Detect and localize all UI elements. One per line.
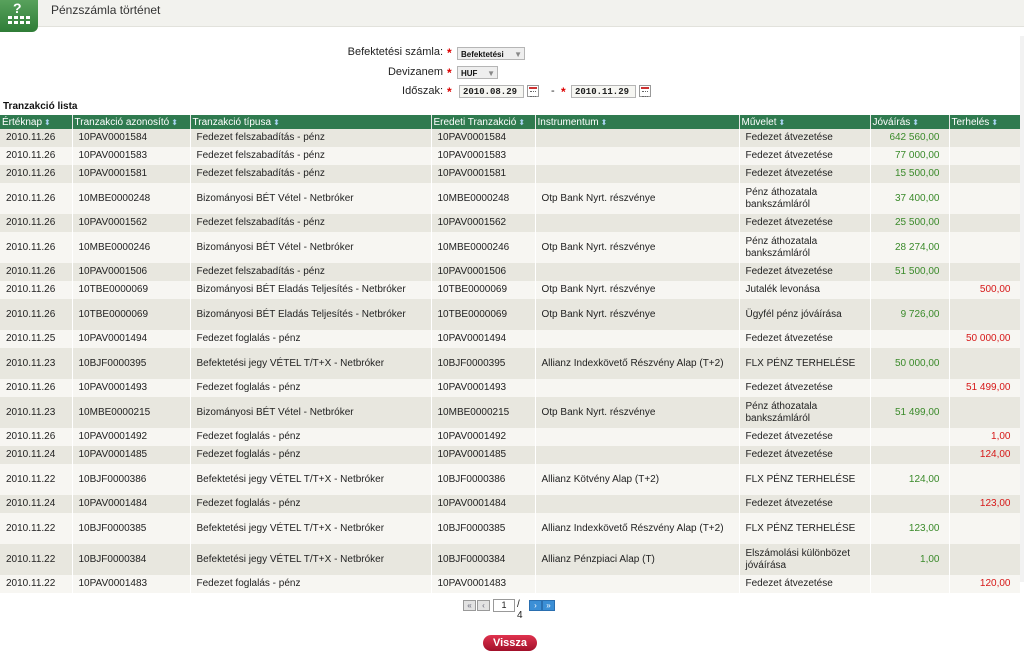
- sort-icon[interactable]: ⬍: [600, 117, 608, 127]
- cell-operation: Pénz áthozatala bankszámláról: [739, 183, 870, 214]
- cell-transaction-type: Fedezet foglalás - pénz: [190, 330, 431, 348]
- cell-original-transaction: 10MBE0000246: [431, 232, 535, 263]
- table-row[interactable]: [0, 263, 1020, 281]
- cell-date: 2010.11.22: [0, 464, 72, 495]
- cell-transaction-id: 10MBE0000246: [72, 232, 190, 263]
- cell-transaction-type: Fedezet felszabadítás - pénz: [190, 165, 431, 183]
- cell-transaction-id: 10BJF0000384: [72, 544, 190, 575]
- back-button[interactable]: Vissza: [483, 635, 537, 651]
- svg-text:?: ?: [13, 0, 22, 16]
- cell-original-transaction: 10PAV0001493: [431, 379, 535, 397]
- cell-operation: Elszámolási különbözet jóváírása: [739, 544, 870, 575]
- cell-date: 2010.11.26: [0, 299, 72, 330]
- cell-instrument: Otp Bank Nyrt. részvénye: [535, 281, 739, 299]
- section-title: Tranzakció lista: [3, 101, 78, 112]
- cell-transaction-type: Befektetési jegy VÉTEL T/T+X - Netbróker: [190, 348, 431, 379]
- calendar-icon[interactable]: [639, 85, 651, 97]
- cell-original-transaction: 10PAV0001483: [431, 575, 535, 593]
- date-from-input[interactable]: 2010.08.29: [459, 85, 524, 98]
- cell-instrument: [535, 147, 739, 165]
- cell-operation: FLX PÉNZ TERHELÉSE: [739, 348, 870, 379]
- table-header-row: [0, 115, 1020, 129]
- sort-icon[interactable]: ⬍: [778, 117, 786, 127]
- next-page-button[interactable]: ›: [529, 600, 542, 611]
- table-row[interactable]: [0, 513, 1020, 544]
- cell-transaction-id: 10PAV0001493: [72, 379, 190, 397]
- cell-transaction-type: Fedezet foglalás - pénz: [190, 575, 431, 593]
- prev-page-button[interactable]: ‹: [477, 600, 490, 611]
- cell-credit: 9 726,00: [870, 299, 949, 330]
- table-row[interactable]: [0, 446, 1020, 464]
- cell-date: 2010.11.24: [0, 495, 72, 513]
- cell-credit: 50 000,00: [870, 348, 949, 379]
- cell-operation: Fedezet átvezetése: [739, 495, 870, 513]
- cell-operation: Fedezet átvezetése: [739, 575, 870, 593]
- date-to-input[interactable]: 2010.11.29: [571, 85, 636, 98]
- cell-debit: 50 000,00: [949, 330, 1020, 348]
- column-header-transaction-type[interactable]: Tranzakció típusa ⬍: [190, 115, 431, 129]
- cell-instrument: [535, 263, 739, 281]
- page-number-input[interactable]: 1: [493, 599, 515, 612]
- cell-credit: [870, 446, 949, 464]
- cell-date: 2010.11.25: [0, 330, 72, 348]
- cell-transaction-type: Befektetési jegy VÉTEL T/T+X - Netbróker: [190, 544, 431, 575]
- cell-date: 2010.11.26: [0, 263, 72, 281]
- cell-transaction-type: Befektetési jegy VÉTEL T/T+X - Netbróker: [190, 513, 431, 544]
- cell-instrument: [535, 379, 739, 397]
- cell-debit: [949, 129, 1020, 147]
- cell-operation: Fedezet átvezetése: [739, 214, 870, 232]
- cell-original-transaction: 10PAV0001506: [431, 263, 535, 281]
- cell-transaction-type: Fedezet foglalás - pénz: [190, 495, 431, 513]
- cell-debit: 500,00: [949, 281, 1020, 299]
- cell-transaction-id: 10TBE0000069: [72, 299, 190, 330]
- cell-date: 2010.11.26: [0, 129, 72, 147]
- cell-date: 2010.11.26: [0, 183, 72, 214]
- sort-icon[interactable]: ⬍: [171, 117, 178, 127]
- cell-transaction-type: Bizományosi BÉT Vétel - Netbróker: [190, 232, 431, 263]
- cell-debit: [949, 183, 1020, 214]
- cell-credit: 642 560,00: [870, 129, 949, 147]
- table-row[interactable]: [0, 379, 1020, 397]
- account-select-value: Befektetési: [461, 50, 504, 59]
- cell-transaction-type: Bizományosi BÉT Vétel - Netbróker: [190, 183, 431, 214]
- cell-debit: [949, 397, 1020, 428]
- required-mark: *: [447, 66, 452, 80]
- cell-transaction-id: 10TBE0000069: [72, 281, 190, 299]
- cell-instrument: [535, 495, 739, 513]
- cell-debit: 124,00: [949, 446, 1020, 464]
- required-mark: *: [447, 46, 452, 60]
- cell-original-transaction: 10PAV0001562: [431, 214, 535, 232]
- cell-operation: FLX PÉNZ TERHELÉSE: [739, 513, 870, 544]
- table-row[interactable]: [0, 495, 1020, 513]
- cell-date: 2010.11.23: [0, 348, 72, 379]
- page-title: Pénzszámla történet: [51, 3, 161, 17]
- table-row[interactable]: [0, 165, 1020, 183]
- calendar-icon[interactable]: [527, 85, 539, 97]
- cell-instrument: Allianz Indexkövető Részvény Alap (T+2): [535, 513, 739, 544]
- cell-transaction-type: Fedezet felszabadítás - pénz: [190, 147, 431, 165]
- cell-transaction-type: Fedezet felszabadítás - pénz: [190, 129, 431, 147]
- cell-instrument: [535, 214, 739, 232]
- cell-operation: Fedezet átvezetése: [739, 446, 870, 464]
- cell-date: 2010.11.26: [0, 147, 72, 165]
- cell-transaction-id: 10PAV0001485: [72, 446, 190, 464]
- cell-credit: 25 500,00: [870, 214, 949, 232]
- cell-debit: 1,00: [949, 428, 1020, 446]
- table-row[interactable]: [0, 330, 1020, 348]
- cell-transaction-type: Fedezet foglalás - pénz: [190, 446, 431, 464]
- table-row[interactable]: [0, 129, 1020, 147]
- cell-transaction-type: Fedezet felszabadítás - pénz: [190, 263, 431, 281]
- cell-operation: Ügyfél pénz jóváírása: [739, 299, 870, 330]
- required-mark: *: [561, 85, 566, 99]
- cell-operation: Fedezet átvezetése: [739, 379, 870, 397]
- cell-operation: Fedezet átvezetése: [739, 165, 870, 183]
- sort-icon[interactable]: ⬍: [991, 117, 999, 127]
- sort-icon[interactable]: ⬍: [44, 117, 51, 127]
- cell-transaction-id: 10PAV0001581: [72, 165, 190, 183]
- column-header-original-transaction[interactable]: Eredeti Tranzakció ⬍: [431, 115, 535, 129]
- chevron-down-icon: ▼: [514, 50, 522, 59]
- cell-instrument: Otp Bank Nyrt. részvénye: [535, 183, 739, 214]
- cell-credit: 28 274,00: [870, 232, 949, 263]
- cell-date: 2010.11.22: [0, 544, 72, 575]
- cell-date: 2010.11.24: [0, 446, 72, 464]
- table-row[interactable]: [0, 183, 1020, 214]
- chevron-down-icon: ▼: [487, 69, 495, 78]
- table-row[interactable]: [0, 147, 1020, 165]
- currency-select[interactable]: [457, 66, 498, 79]
- last-page-button[interactable]: »: [542, 600, 555, 611]
- cell-credit: [870, 495, 949, 513]
- account-label: Befektetési számla:: [347, 46, 443, 58]
- cell-transaction-id: 10BJF0000385: [72, 513, 190, 544]
- cell-date: 2010.11.23: [0, 397, 72, 428]
- column-header-debit[interactable]: Terhelés ⬍: [949, 115, 1020, 129]
- cell-transaction-id: 10PAV0001562: [72, 214, 190, 232]
- table-row[interactable]: [0, 214, 1020, 232]
- cell-transaction-type: Befektetési jegy VÉTEL T/T+X - Netbróker: [190, 464, 431, 495]
- cell-credit: [870, 330, 949, 348]
- table-row[interactable]: [0, 464, 1020, 495]
- period-label: Időszak:: [402, 85, 443, 97]
- cell-original-transaction: 10PAV0001492: [431, 428, 535, 446]
- cell-date: 2010.11.26: [0, 232, 72, 263]
- cell-transaction-type: Fedezet foglalás - pénz: [190, 379, 431, 397]
- table-row[interactable]: [0, 299, 1020, 330]
- cell-date: 2010.11.26: [0, 214, 72, 232]
- cell-debit: [949, 232, 1020, 263]
- page-header: [0, 0, 1024, 27]
- cell-debit: [949, 147, 1020, 165]
- table-row[interactable]: [0, 232, 1020, 263]
- sort-icon[interactable]: ⬍: [912, 117, 919, 127]
- cell-transaction-id: 10BJF0000395: [72, 348, 190, 379]
- cell-transaction-type: Bizományosi BÉT Eladás Teljesítés - Netbróker: [190, 281, 431, 299]
- cell-transaction-id: 10BJF0000386: [72, 464, 190, 495]
- cell-instrument: [535, 165, 739, 183]
- cell-instrument: Allianz Indexkövető Részvény Alap (T+2): [535, 348, 739, 379]
- cell-credit: 77 000,00: [870, 147, 949, 165]
- cell-operation: Jutalék levonása: [739, 281, 870, 299]
- cell-credit: [870, 575, 949, 593]
- cell-credit: [870, 281, 949, 299]
- cell-operation: Fedezet átvezetése: [739, 428, 870, 446]
- sort-icon[interactable]: ⬍: [518, 117, 526, 127]
- cell-transaction-type: Bizományosi BÉT Vétel - Netbróker: [190, 397, 431, 428]
- cell-original-transaction: 10BJF0000384: [431, 544, 535, 575]
- column-header-credit[interactable]: Jóváírás ⬍: [870, 115, 949, 129]
- cell-transaction-id: 10PAV0001583: [72, 147, 190, 165]
- cell-debit: 123,00: [949, 495, 1020, 513]
- table-row[interactable]: [0, 281, 1020, 299]
- cell-date: 2010.11.26: [0, 428, 72, 446]
- cell-instrument: [535, 446, 739, 464]
- cell-credit: [870, 428, 949, 446]
- cell-credit: 1,00: [870, 544, 949, 575]
- cell-instrument: [535, 428, 739, 446]
- table-row[interactable]: [0, 428, 1020, 446]
- cell-debit: [949, 299, 1020, 330]
- cell-transaction-id: 10MBE0000215: [72, 397, 190, 428]
- vertical-scrollbar[interactable]: [1020, 36, 1024, 582]
- account-select[interactable]: [457, 47, 525, 60]
- cell-operation: FLX PÉNZ TERHELÉSE: [739, 464, 870, 495]
- cell-original-transaction: 10BJF0000395: [431, 348, 535, 379]
- column-header-instrument[interactable]: Instrumentum ⬍: [535, 115, 739, 129]
- column-header-transaction-id[interactable]: Tranzakció azonosító ⬍: [72, 115, 190, 129]
- cell-instrument: Otp Bank Nyrt. részvénye: [535, 232, 739, 263]
- cell-credit: 37 400,00: [870, 183, 949, 214]
- cell-transaction-id: 10PAV0001494: [72, 330, 190, 348]
- cell-original-transaction: 10MBE0000248: [431, 183, 535, 214]
- column-header-date[interactable]: Értéknap ⬍: [0, 115, 72, 129]
- cell-original-transaction: 10TBE0000069: [431, 281, 535, 299]
- cell-original-transaction: 10BJF0000385: [431, 513, 535, 544]
- cell-transaction-id: 10PAV0001484: [72, 495, 190, 513]
- cell-instrument: [535, 330, 739, 348]
- cell-original-transaction: 10PAV0001485: [431, 446, 535, 464]
- table-row[interactable]: [0, 397, 1020, 428]
- cell-date: 2010.11.26: [0, 165, 72, 183]
- cell-credit: 15 500,00: [870, 165, 949, 183]
- cell-debit: [949, 263, 1020, 281]
- cell-transaction-id: 10MBE0000248: [72, 183, 190, 214]
- cell-transaction-type: Fedezet felszabadítás - pénz: [190, 214, 431, 232]
- cell-date: 2010.11.26: [0, 379, 72, 397]
- cell-instrument: Allianz Pénzpiaci Alap (T): [535, 544, 739, 575]
- transaction-table: [0, 115, 1021, 593]
- cell-credit: 124,00: [870, 464, 949, 495]
- cell-transaction-id: 10PAV0001483: [72, 575, 190, 593]
- cell-operation: Fedezet átvezetése: [739, 263, 870, 281]
- cell-original-transaction: 10TBE0000069: [431, 299, 535, 330]
- cell-original-transaction: 10PAV0001583: [431, 147, 535, 165]
- cell-debit: [949, 464, 1020, 495]
- cell-credit: 123,00: [870, 513, 949, 544]
- cell-debit: [949, 544, 1020, 575]
- cell-instrument: Otp Bank Nyrt. részvénye: [535, 397, 739, 428]
- cell-operation: Fedezet átvezetése: [739, 147, 870, 165]
- cell-instrument: Allianz Kötvény Alap (T+2): [535, 464, 739, 495]
- sort-icon[interactable]: ⬍: [273, 117, 280, 127]
- table-row[interactable]: [0, 348, 1020, 379]
- cell-date: 2010.11.22: [0, 513, 72, 544]
- cell-transaction-type: Fedezet foglalás - pénz: [190, 428, 431, 446]
- cell-debit: [949, 165, 1020, 183]
- cell-original-transaction: 10PAV0001494: [431, 330, 535, 348]
- cell-original-transaction: 10BJF0000386: [431, 464, 535, 495]
- cell-date: 2010.11.26: [0, 281, 72, 299]
- cell-operation: Pénz áthozatala bankszámláról: [739, 232, 870, 263]
- cell-debit: [949, 513, 1020, 544]
- cell-transaction-id: 10PAV0001506: [72, 263, 190, 281]
- table-row[interactable]: [0, 575, 1020, 593]
- cell-original-transaction: 10PAV0001584: [431, 129, 535, 147]
- cell-credit: 51 499,00: [870, 397, 949, 428]
- table-row[interactable]: [0, 544, 1020, 575]
- cell-transaction-type: Bizományosi BÉT Eladás Teljesítés - Netbróker: [190, 299, 431, 330]
- cell-original-transaction: 10MBE0000215: [431, 397, 535, 428]
- date-separator: -: [551, 85, 555, 97]
- cell-transaction-id: 10PAV0001492: [72, 428, 190, 446]
- currency-select-value: HUF: [461, 69, 478, 78]
- cell-operation: Pénz áthozatala bankszámláról: [739, 397, 870, 428]
- cell-operation: Fedezet átvezetése: [739, 330, 870, 348]
- cell-instrument: [535, 129, 739, 147]
- cell-debit: 51 499,00: [949, 379, 1020, 397]
- cell-transaction-id: 10PAV0001584: [72, 129, 190, 147]
- page-total: / 4: [517, 599, 523, 621]
- cell-credit: 51 500,00: [870, 263, 949, 281]
- cell-credit: [870, 379, 949, 397]
- cell-debit: [949, 214, 1020, 232]
- cell-operation: Fedezet átvezetése: [739, 129, 870, 147]
- column-header-operation[interactable]: Művelet ⬍: [739, 115, 870, 129]
- cell-original-transaction: 10PAV0001581: [431, 165, 535, 183]
- cell-instrument: Otp Bank Nyrt. részvénye: [535, 299, 739, 330]
- cell-debit: [949, 348, 1020, 379]
- required-mark: *: [447, 85, 452, 99]
- currency-label: Devizanem: [387, 66, 443, 78]
- first-page-button[interactable]: «: [463, 600, 476, 611]
- cell-debit: 120,00: [949, 575, 1020, 593]
- calculator-question-icon: [0, 0, 38, 32]
- cell-date: 2010.11.22: [0, 575, 72, 593]
- cell-instrument: [535, 575, 739, 593]
- cell-original-transaction: 10PAV0001484: [431, 495, 535, 513]
